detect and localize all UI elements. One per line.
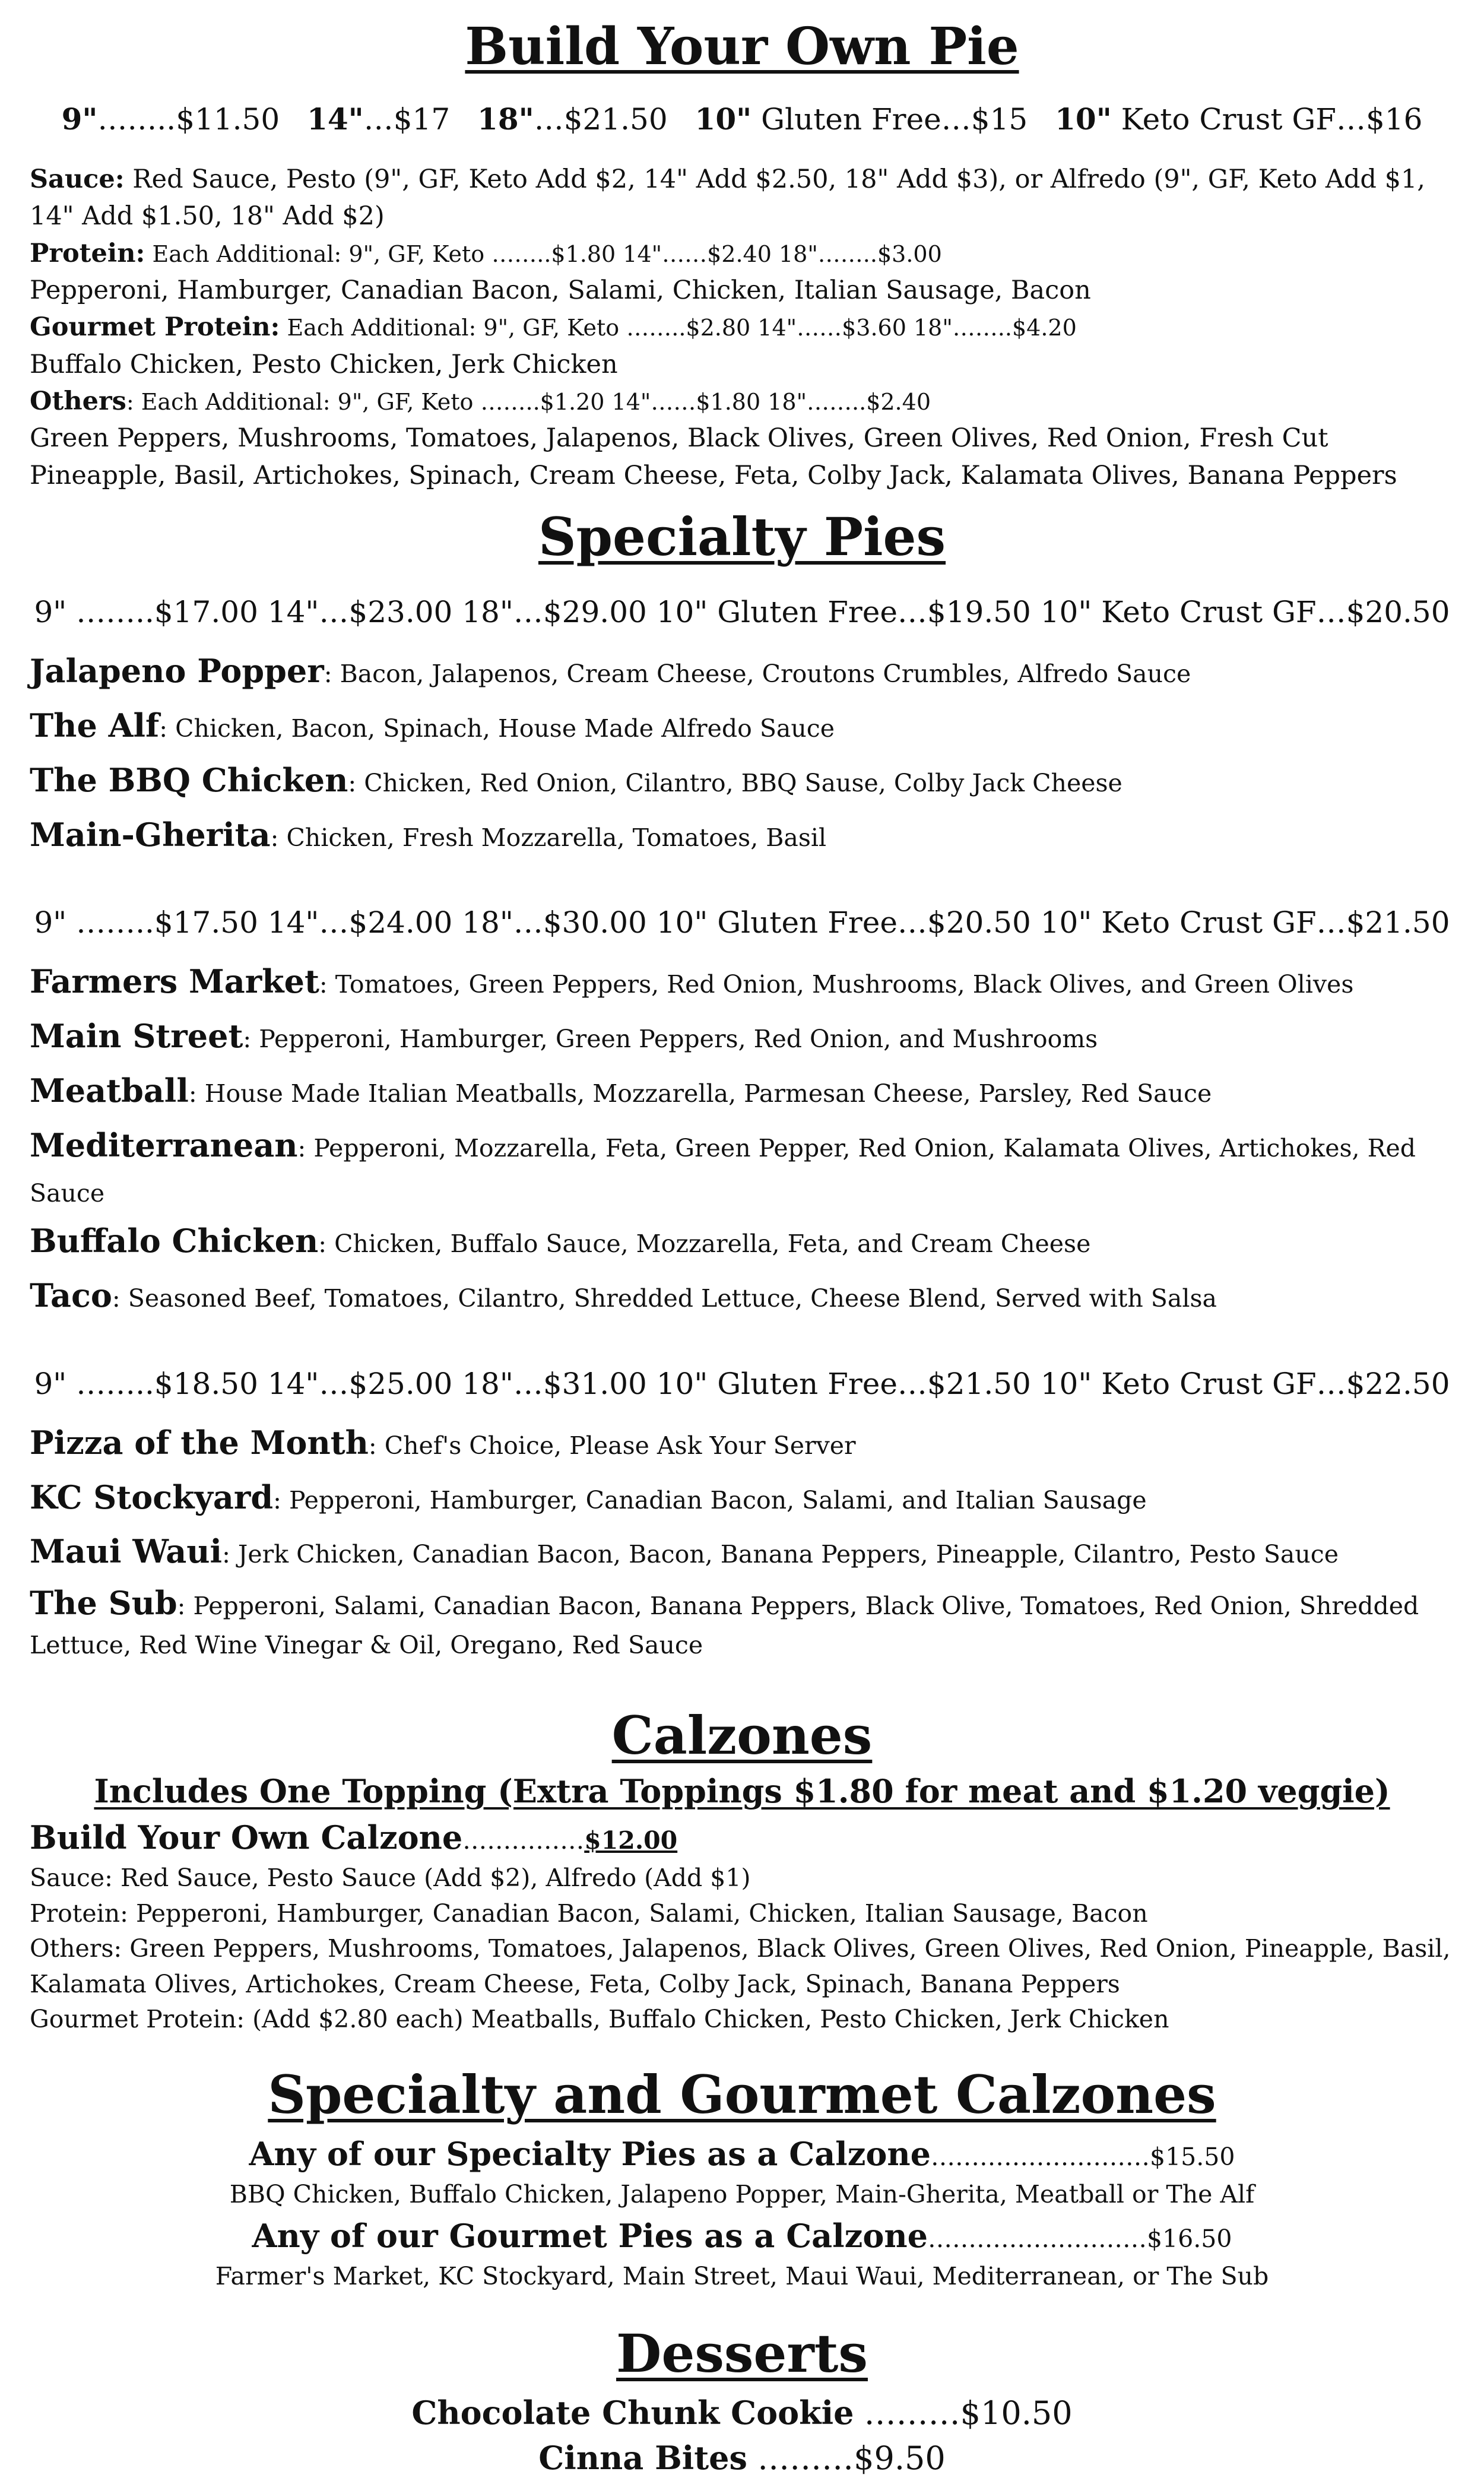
item-name: Main-Gherita bbox=[30, 815, 271, 854]
specialty-calzone-price: $15.50 bbox=[1150, 2142, 1235, 2171]
specialty-gourmet-calzones-body bbox=[30, 2131, 1454, 2294]
item-desc: : Pepperoni, Hamburger, Green Peppers, Red Onion, and Mushrooms bbox=[243, 1025, 1098, 1054]
dessert-name: Cinna Bites bbox=[538, 2439, 747, 2477]
gourmet-calzone-line bbox=[30, 2213, 1454, 2259]
build-your-own-details bbox=[30, 161, 1454, 494]
dessert-dots: ……… bbox=[854, 2394, 960, 2432]
menu-item bbox=[30, 1214, 1454, 1269]
protein-line bbox=[30, 235, 1454, 272]
desserts-list bbox=[30, 2391, 1454, 2480]
price-value: $11.50 bbox=[176, 102, 280, 137]
specialty-calzone-line bbox=[30, 2131, 1454, 2177]
price-sep: … bbox=[363, 102, 394, 137]
others-label: Others bbox=[30, 386, 126, 416]
gourmet-calzone-dots: ……………………… bbox=[927, 2224, 1147, 2253]
menu-item bbox=[30, 1525, 1454, 1579]
item-desc: : Chicken, Buffalo Sauce, Mozzarella, Feta, and Cream Cheese bbox=[318, 1230, 1091, 1259]
price-value: $16 bbox=[1366, 102, 1423, 137]
specialty-group-2-prices: 9" ……..$17.50 14"…$24.00 18"…$30.00 10" Gluten Free…$20.50 10" Keto Crust GF…$21.50 bbox=[34, 905, 1450, 940]
dessert-price: $10.50 bbox=[960, 2394, 1073, 2432]
item-name: Maui Waui bbox=[30, 1532, 223, 1571]
protein-price: Each Additional: 9", GF, Keto ……..$1.80 14"……$2.40 18"……..$3.00 bbox=[145, 240, 942, 267]
menu-item bbox=[30, 699, 1454, 753]
price-value: $21.50 bbox=[563, 102, 668, 137]
dessert-dots: ……… bbox=[747, 2439, 854, 2477]
item-name: Pizza of the Month bbox=[30, 1423, 369, 1462]
gourmet-protein-line bbox=[30, 309, 1454, 346]
size-label: 18" bbox=[477, 101, 534, 137]
specialty-group-3-prices: 9" ……..$18.50 14"…$25.00 18"…$31.00 10" Gluten Free…$21.50 10" Keto Crust GF…$22.50 bbox=[34, 1366, 1450, 1401]
gourmet-calzone-price: $16.50 bbox=[1146, 2224, 1232, 2253]
build-your-own-prices bbox=[30, 102, 1454, 137]
gourmet-calzone-name: Any of our Gourmet Pies as a Calzone bbox=[252, 2216, 928, 2255]
item-name: Main Street bbox=[30, 1017, 243, 1056]
specialty-calzone-dots: ……………………… bbox=[931, 2142, 1150, 2171]
item-desc: : House Made Italian Meatballs, Mozzarella, Parmesan Cheese, Parsley, Red Sauce bbox=[188, 1079, 1212, 1108]
size-label: 14" bbox=[307, 101, 364, 137]
price-sep: …….. bbox=[97, 102, 176, 137]
item-name: The BBQ Chicken bbox=[30, 761, 348, 799]
item-desc: : Tomatoes, Green Peppers, Red Onion, Mushrooms, Black Olives, and Green Olives bbox=[319, 970, 1354, 999]
protein-label: Protein: bbox=[30, 238, 145, 268]
sauce-label: Sauce: bbox=[30, 164, 125, 194]
menu-item bbox=[30, 1471, 1454, 1525]
others-list: Green Peppers, Mushrooms, Tomatoes, Jalapenos, Black Olives, Green Olives, Red Onion, Fresh Cut Pineapple, Basil, Artichokes, Spinach, Cream Cheese, Feta, Colby Jack, Kalamata Olives, Banana Peppers bbox=[30, 423, 1397, 490]
specialty-group-1 bbox=[30, 594, 1454, 862]
gourmet-calzone-list: Farmer's Market, KC Stockyard, Main Street, Maui Waui, Mediterranean, or The Sub bbox=[215, 2261, 1269, 2290]
size-label: 10" bbox=[695, 101, 752, 137]
item-desc: : Pepperoni, Mozzarella, Feta, Green Pepper, Red Onion, Kalamata Olives, Artichokes, Red Sauce bbox=[30, 1133, 1416, 1208]
item-name: Taco bbox=[30, 1276, 112, 1315]
specialty-group-3 bbox=[30, 1366, 1454, 1664]
specialty-group-2 bbox=[30, 905, 1454, 1323]
dessert-item bbox=[30, 2391, 1454, 2436]
byo-calzone-name: Build Your Own Calzone bbox=[30, 1818, 463, 1857]
specialty-calzone-name: Any of our Specialty Pies as a Calzone bbox=[249, 2134, 931, 2173]
dessert-name: Chocolate Chunk Cookie bbox=[411, 2394, 854, 2432]
price-sep: Keto Crust GF… bbox=[1111, 102, 1366, 137]
item-name: Jalapeno Popper bbox=[30, 652, 324, 690]
sauce-line bbox=[30, 161, 1454, 235]
item-desc: : Chicken, Fresh Mozzarella, Tomatoes, Basil bbox=[270, 823, 827, 852]
calzones-subtitle: Includes One Topping (Extra Toppings $1.80 for meat and $1.20 veggie) bbox=[94, 1772, 1390, 1810]
price-sep: Gluten Free… bbox=[751, 102, 971, 137]
calzone-protein: Protein: Pepperoni, Hamburger, Canadian Bacon, Salami, Chicken, Italian Sausage, Bacon bbox=[30, 1899, 1148, 1928]
price-value: $17 bbox=[393, 102, 451, 137]
gourmet-protein-list: Buffalo Chicken, Pesto Chicken, Jerk Chicken bbox=[30, 349, 618, 379]
byo-calzone-dots: …………… bbox=[462, 1826, 585, 1855]
menu-item bbox=[30, 1118, 1454, 1214]
item-name: The Alf bbox=[30, 706, 160, 744]
protein-list: Pepperoni, Hamburger, Canadian Bacon, Salami, Chicken, Italian Sausage, Bacon bbox=[30, 275, 1091, 305]
gourmet-protein-label: Gourmet Protein: bbox=[30, 312, 280, 343]
menu-item bbox=[30, 1009, 1454, 1064]
item-desc: : Seasoned Beef, Tomatoes, Cilantro, Shredded Lettuce, Cheese Blend, Served with Salsa bbox=[112, 1284, 1217, 1313]
others-line bbox=[30, 383, 1454, 420]
menu-item bbox=[30, 1064, 1454, 1118]
byo-calzone-price: $12.00 bbox=[584, 1826, 678, 1855]
specialty-group-1-prices: 9" ……..$17.00 14"…$23.00 18"…$29.00 10" Gluten Free…$19.50 10" Keto Crust GF…$20.50 bbox=[34, 595, 1450, 630]
item-name: The Sub bbox=[30, 1584, 177, 1623]
item-desc: : Bacon, Jalapenos, Cream Cheese, Croutons Crumbles, Alfredo Sauce bbox=[324, 660, 1191, 689]
item-name: Meatball bbox=[30, 1071, 189, 1110]
price-sep: … bbox=[534, 102, 564, 137]
menu-page bbox=[30, 18, 1454, 2481]
gourmet-protein-price: Each Additional: 9", GF, Keto ……..$2.80 14"……$3.60 18"……..$4.20 bbox=[280, 315, 1077, 341]
specialty-gourmet-calzones-heading: Specialty and Gourmet Calzones bbox=[268, 2063, 1216, 2125]
build-your-own-calzone bbox=[30, 1814, 1454, 2037]
item-desc: : Jerk Chicken, Canadian Bacon, Bacon, Banana Peppers, Pineapple, Cilantro, Pesto Sauce bbox=[222, 1540, 1339, 1569]
menu-item bbox=[30, 1579, 1454, 1664]
item-name: Farmers Market bbox=[30, 962, 319, 1001]
menu-item bbox=[30, 1269, 1454, 1323]
calzone-others: Others: Green Peppers, Mushrooms, Tomatoes, Jalapenos, Black Olives, Green Olives, Red Onion, Pineapple, Basil, Kalamata Olives, Artichokes, Cream Cheese, Feta, Colby Jack, Spinach, Banana Peppers bbox=[30, 1934, 1451, 1998]
dessert-price: $9.50 bbox=[854, 2439, 946, 2477]
item-desc: : Chicken, Bacon, Spinach, House Made Alfredo Sauce bbox=[159, 714, 835, 743]
sauce-text: Red Sauce, Pesto (9", GF, Keto Add $2, 14" Add $2.50, 18" Add $3), or Alfredo (9", GF, Keto Add $1, 14" Add $1.50, 18" Add $2) bbox=[30, 164, 1425, 232]
item-desc: : Chef's Choice, Please Ask Your Server bbox=[368, 1431, 856, 1460]
byo-calzone-line bbox=[30, 1814, 1454, 1861]
menu-item bbox=[30, 644, 1454, 699]
price-value: $15 bbox=[971, 102, 1028, 137]
size-label: 10" bbox=[1055, 101, 1112, 137]
menu-item bbox=[30, 808, 1454, 863]
dessert-item bbox=[30, 2436, 1454, 2481]
specialty-calzone-list: BBQ Chicken, Buffalo Chicken, Jalapeno Popper, Main-Gherita, Meatball or The Alf bbox=[229, 2180, 1255, 2209]
item-name: KC Stockyard bbox=[30, 1478, 274, 1516]
menu-item bbox=[30, 1416, 1454, 1471]
specialty-pies-heading: Specialty Pies bbox=[538, 505, 946, 568]
menu-item bbox=[30, 753, 1454, 808]
item-name: Mediterranean bbox=[30, 1126, 298, 1164]
desserts-heading: Desserts bbox=[616, 2322, 868, 2385]
item-desc: : Chicken, Red Onion, Cilantro, BBQ Sause, Colby Jack Cheese bbox=[348, 768, 1122, 797]
others-price: : Each Additional: 9", GF, Keto ……..$1.20 14"……$1.80 18"……..$2.40 bbox=[126, 388, 931, 415]
menu-item bbox=[30, 955, 1454, 1009]
size-label: 9" bbox=[61, 101, 98, 137]
build-your-own-pie-heading: Build Your Own Pie bbox=[465, 17, 1019, 77]
calzones-heading: Calzones bbox=[611, 1704, 873, 1766]
calzone-sauce: Sauce: Red Sauce, Pesto Sauce (Add $2), Alfredo (Add $1) bbox=[30, 1864, 751, 1893]
item-desc: : Pepperoni, Hamburger, Canadian Bacon, Salami, and Italian Sausage bbox=[273, 1485, 1147, 1514]
item-name: Buffalo Chicken bbox=[30, 1222, 319, 1260]
item-desc: : Pepperoni, Salami, Canadian Bacon, Banana Peppers, Black Olive, Tomatoes, Red Onion, Shredded Lettuce, Red Wine Vinegar & Oil, Oregano, Red Sauce bbox=[30, 1592, 1419, 1660]
calzone-gourmet: Gourmet Protein: (Add $2.80 each) Meatballs, Buffalo Chicken, Pesto Chicken, Jerk Chicken bbox=[30, 2005, 1169, 2034]
